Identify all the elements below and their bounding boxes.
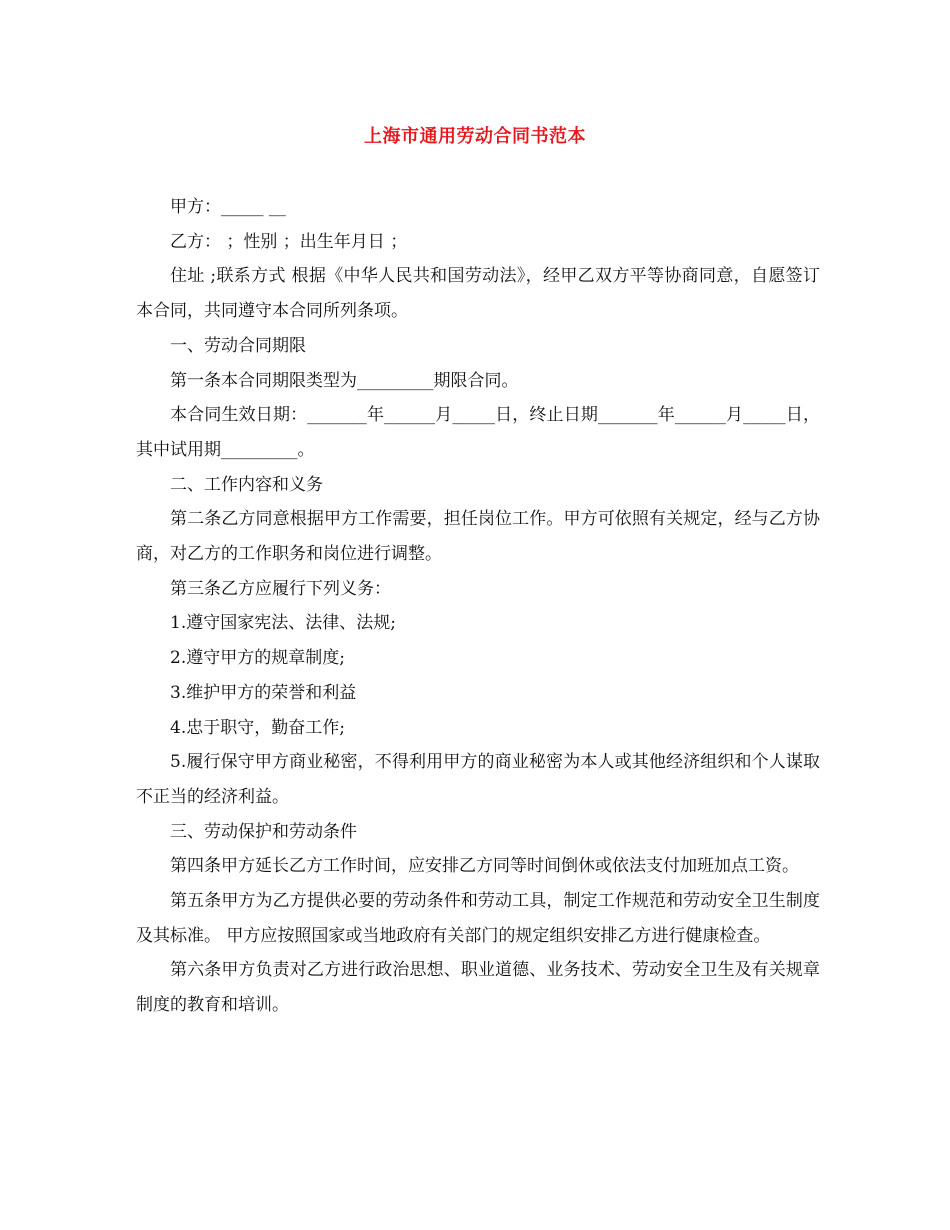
article-1: 第一条本合同期限类型为_________期限合同。 bbox=[170, 370, 519, 391]
document-body bbox=[136, 190, 820, 1023]
article-3: 第三条乙方应履行下列义务： bbox=[170, 578, 391, 599]
party-b-line: 乙方： ；性别 ；出生年月日 ； bbox=[170, 231, 408, 252]
section-heading-duties: 二、工作内容和义务 bbox=[170, 474, 323, 495]
duty-item-4: 4.忠于职守，勤奋工作; bbox=[170, 717, 345, 738]
duty-item-3: 3.维护甲方的荣誉和利益 bbox=[170, 682, 357, 703]
article-4: 第四条甲方延长乙方工作时间，应安排乙方同等时间倒休或依法支付加班加点工资。 bbox=[170, 856, 799, 877]
article-6: 第六条甲方负责对乙方进行政治思想、职业道德、业务技术、劳动安全卫生及有关规章制度的教育和培训。 bbox=[136, 960, 820, 1016]
duty-item-2: 2.遵守甲方的规章制度; bbox=[170, 648, 345, 669]
section-heading-term: 一、劳动合同期限 bbox=[170, 335, 306, 356]
article-2: 第二条乙方同意根据甲方工作需要，担任岗位工作。甲方可依照有关规定，经与乙方协商，对乙方的工作职务和岗位进行调整。 bbox=[136, 509, 820, 565]
effective-date-clause: 本合同生效日期：_______年______月_____日，终止日期_______年______月_____日，其中试用期_________。 bbox=[136, 405, 820, 460]
duty-item-1: 1.遵守国家宪法、法律、法规; bbox=[170, 613, 396, 634]
address-preamble: 住址 ;联系方式 根据《中华人民共和国劳动法》，经甲乙双方平等协商同意，自愿签订本合同，共同遵守本合同所列条项。 bbox=[136, 266, 820, 322]
party-a-line: 甲方：_____ __ bbox=[170, 197, 286, 217]
article-5: 第五条甲方为乙方提供必要的劳动条件和劳动工具，制定工作规范和劳动安全卫生制度及其标准。 甲方应按照国家或当地政府有关部门的规定组织安排乙方进行健康检查。 bbox=[136, 891, 820, 946]
document-title: 上海市通用劳动合同书范本 bbox=[364, 126, 586, 147]
duty-item-5: 5.履行保守甲方商业秘密，不得利用甲方的商业秘密为本人或其他经济组织和个人谋取不正当的经济利益。 bbox=[136, 752, 820, 807]
section-heading-protection: 三、劳动保护和劳动条件 bbox=[170, 821, 357, 842]
